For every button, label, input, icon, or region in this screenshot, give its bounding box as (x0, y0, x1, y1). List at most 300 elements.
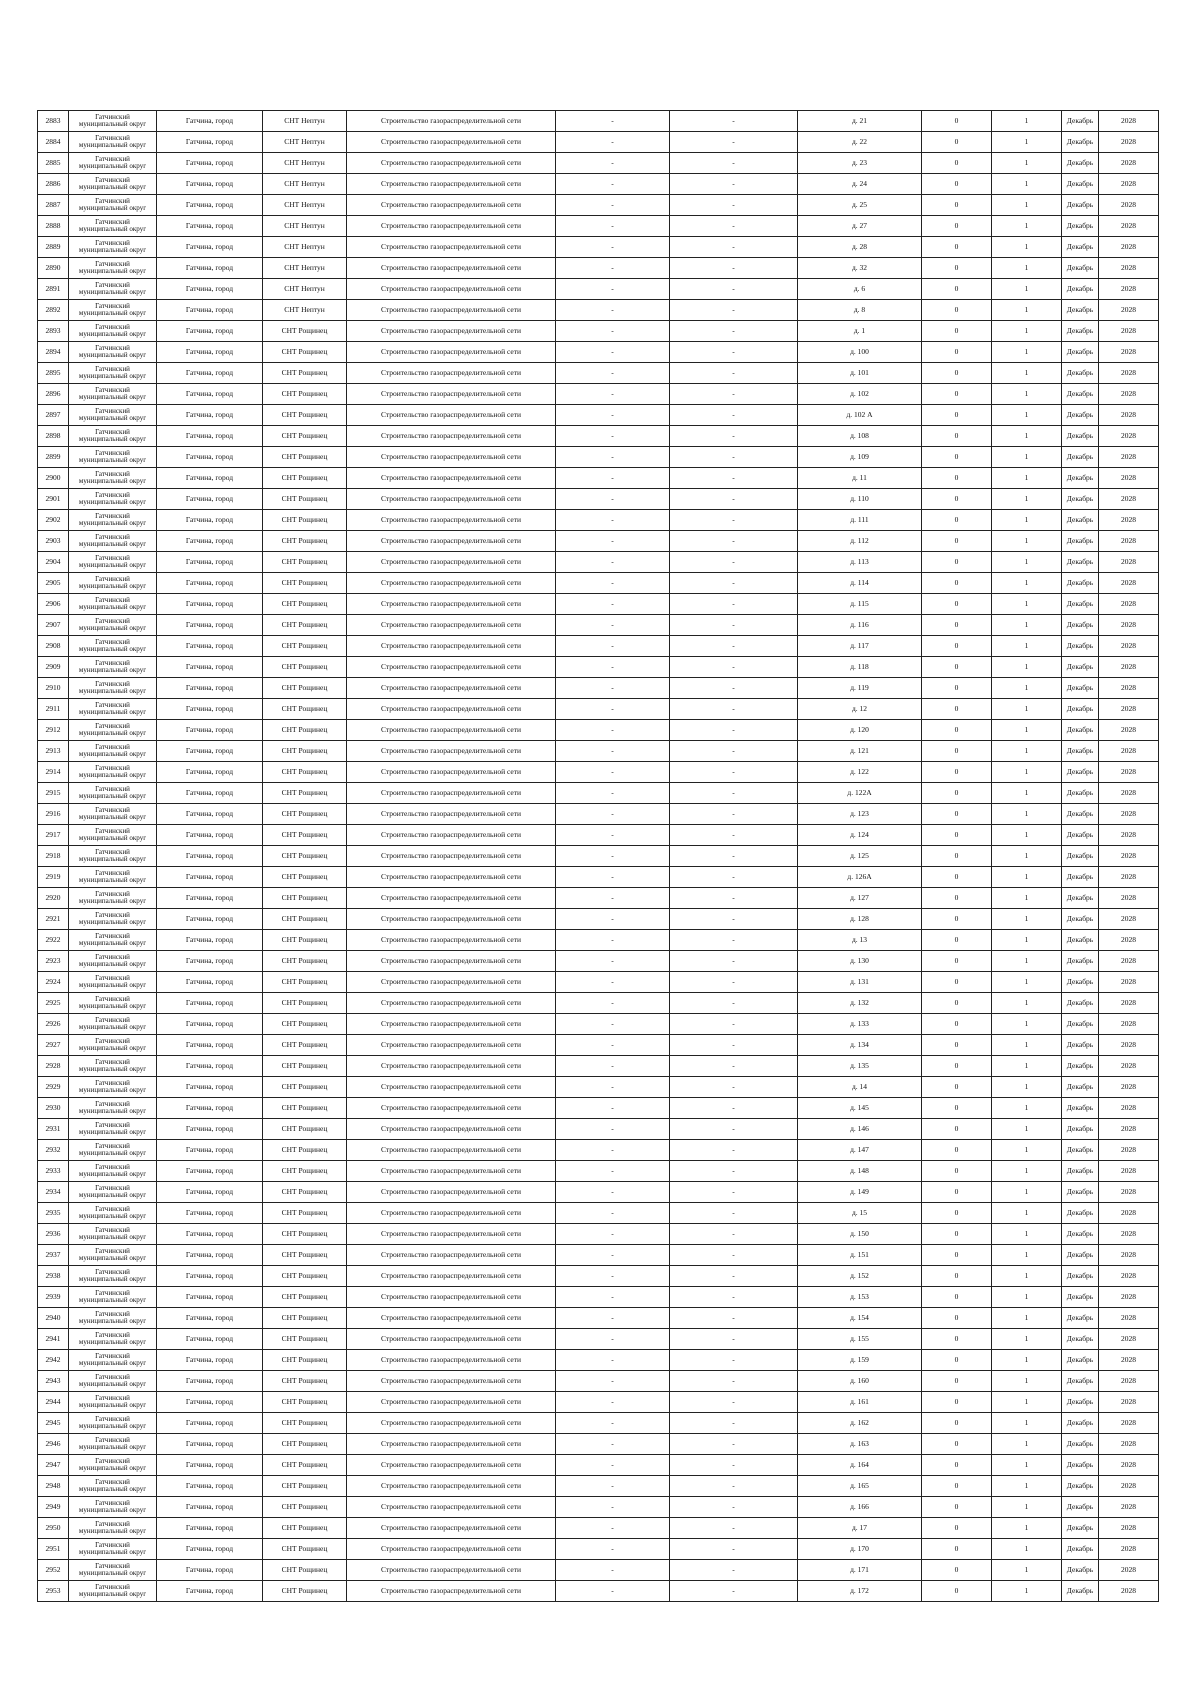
snt-cell: СНТ Рощинец (263, 909, 347, 930)
house-cell: д. 126А (798, 867, 922, 888)
table-row (38, 783, 1159, 804)
empty-cell-a: - (556, 111, 670, 132)
empty-cell-b: - (670, 531, 798, 552)
district-cell (69, 1014, 157, 1035)
month-cell: Декабрь (1062, 1497, 1099, 1518)
district-cell (69, 930, 157, 951)
value-cell-b: 1 (992, 573, 1062, 594)
value-cell-b: 1 (992, 447, 1062, 468)
empty-cell-b: - (670, 1392, 798, 1413)
district-cell (69, 1119, 157, 1140)
value-cell-b: 1 (992, 405, 1062, 426)
table-row (38, 111, 1159, 132)
year-cell: 2028 (1099, 426, 1159, 447)
district-cell (69, 951, 157, 972)
value-cell-a: 0 (922, 930, 992, 951)
snt-cell: СНТ Рощинец (263, 1392, 347, 1413)
year-cell: 2028 (1099, 615, 1159, 636)
house-cell: д. 101 (798, 363, 922, 384)
table-row (38, 258, 1159, 279)
empty-cell-b: - (670, 1476, 798, 1497)
year-cell: 2028 (1099, 216, 1159, 237)
month-cell: Декабрь (1062, 258, 1099, 279)
table-row (38, 1224, 1159, 1245)
empty-cell-a: - (556, 531, 670, 552)
table-row (38, 594, 1159, 615)
work-type-cell: Строительство газораспределительной сети (347, 825, 556, 846)
settlement-cell: Гатчина, город (157, 1371, 263, 1392)
empty-cell-b: - (670, 384, 798, 405)
district-cell (69, 510, 157, 531)
house-cell: д. 145 (798, 1098, 922, 1119)
table-row (38, 825, 1159, 846)
row-number: 2930 (38, 1098, 69, 1119)
district-name: Гатчинский (95, 1225, 130, 1234)
settlement-cell: Гатчина, город (157, 1077, 263, 1098)
value-cell-a: 0 (922, 1140, 992, 1161)
district-name: Гатчинский (95, 868, 130, 877)
row-number: 2908 (38, 636, 69, 657)
district-cell (69, 678, 157, 699)
empty-cell-b: - (670, 951, 798, 972)
table-row (38, 153, 1159, 174)
house-cell: д. 146 (798, 1119, 922, 1140)
year-cell: 2028 (1099, 531, 1159, 552)
empty-cell-a: - (556, 1560, 670, 1581)
settlement-cell: Гатчина, город (157, 636, 263, 657)
district-cell (69, 1371, 157, 1392)
month-cell: Декабрь (1062, 510, 1099, 531)
month-cell: Декабрь (1062, 1539, 1099, 1560)
district-cell (69, 405, 157, 426)
empty-cell-a: - (556, 1329, 670, 1350)
work-type-cell: Строительство газораспределительной сети (347, 720, 556, 741)
row-number: 2938 (38, 1266, 69, 1287)
month-cell: Декабрь (1062, 342, 1099, 363)
value-cell-b: 1 (992, 426, 1062, 447)
empty-cell-b: - (670, 111, 798, 132)
settlement-cell: Гатчина, город (157, 447, 263, 468)
row-number: 2904 (38, 552, 69, 573)
snt-cell: СНТ Рощинец (263, 1539, 347, 1560)
work-type-cell: Строительство газораспределительной сети (347, 1350, 556, 1371)
empty-cell-b: - (670, 426, 798, 447)
value-cell-b: 1 (992, 1371, 1062, 1392)
house-cell: д. 170 (798, 1539, 922, 1560)
table-row (38, 1497, 1159, 1518)
settlement-cell: Гатчина, город (157, 783, 263, 804)
value-cell-b: 1 (992, 1497, 1062, 1518)
row-number: 2947 (38, 1455, 69, 1476)
value-cell-a: 0 (922, 1371, 992, 1392)
district-name: Гатчинский (95, 343, 130, 352)
district-name: Гатчинский (95, 1582, 130, 1591)
district-cell (69, 1476, 157, 1497)
empty-cell-b: - (670, 468, 798, 489)
district-name: Гатчинский (95, 574, 130, 583)
work-type-cell: Строительство газораспределительной сети (347, 1308, 556, 1329)
empty-cell-b: - (670, 930, 798, 951)
house-cell: д. 122 (798, 762, 922, 783)
value-cell-b: 1 (992, 1518, 1062, 1539)
district-type: муниципальный округ (78, 309, 147, 317)
district-name: Гатчинский (95, 1204, 130, 1213)
snt-cell: СНТ Рощинец (263, 1434, 347, 1455)
work-type-cell: Строительство газораспределительной сети (347, 258, 556, 279)
district-name: Гатчинский (95, 1540, 130, 1549)
house-cell: д. 149 (798, 1182, 922, 1203)
house-cell: д. 13 (798, 930, 922, 951)
snt-cell: СНТ Рощинец (263, 1455, 347, 1476)
empty-cell-a: - (556, 909, 670, 930)
district-name: Гатчинский (95, 1330, 130, 1339)
house-cell: д. 21 (798, 111, 922, 132)
snt-cell: СНТ Рощинец (263, 426, 347, 447)
empty-cell-a: - (556, 783, 670, 804)
value-cell-b: 1 (992, 1329, 1062, 1350)
value-cell-a: 0 (922, 363, 992, 384)
empty-cell-a: - (556, 1182, 670, 1203)
row-number: 2937 (38, 1245, 69, 1266)
empty-cell-b: - (670, 342, 798, 363)
year-cell: 2028 (1099, 132, 1159, 153)
settlement-cell: Гатчина, город (157, 363, 263, 384)
work-type-cell: Строительство газораспределительной сети (347, 489, 556, 510)
value-cell-b: 1 (992, 678, 1062, 699)
district-name: Гатчинский (95, 1099, 130, 1108)
empty-cell-a: - (556, 657, 670, 678)
empty-cell-b: - (670, 636, 798, 657)
year-cell: 2028 (1099, 678, 1159, 699)
snt-cell: СНТ Рощинец (263, 531, 347, 552)
district-type: муниципальный округ (78, 288, 147, 296)
table-row (38, 1413, 1159, 1434)
snt-cell: СНТ Рощинец (263, 1581, 347, 1602)
month-cell: Декабрь (1062, 846, 1099, 867)
district-name: Гатчинский (95, 112, 130, 121)
table-row (38, 699, 1159, 720)
work-type-cell: Строительство газораспределительной сети (347, 909, 556, 930)
district-name: Гатчинский (95, 385, 130, 394)
settlement-cell: Гатчина, город (157, 1035, 263, 1056)
value-cell-a: 0 (922, 405, 992, 426)
district-type: муниципальный округ (78, 1569, 147, 1577)
empty-cell-b: - (670, 1245, 798, 1266)
district-type: муниципальный округ (78, 582, 147, 590)
table-row (38, 1098, 1159, 1119)
value-cell-a: 0 (922, 1014, 992, 1035)
value-cell-b: 1 (992, 363, 1062, 384)
snt-cell: СНТ Рощинец (263, 762, 347, 783)
work-type-cell: Строительство газораспределительной сети (347, 447, 556, 468)
district-name: Гатчинский (95, 616, 130, 625)
row-number: 2948 (38, 1476, 69, 1497)
work-type-cell: Строительство газораспределительной сети (347, 1497, 556, 1518)
district-type: муниципальный округ (78, 624, 147, 632)
district-name: Гатчинский (95, 742, 130, 751)
empty-cell-a: - (556, 1581, 670, 1602)
empty-cell-a: - (556, 1161, 670, 1182)
settlement-cell: Гатчина, город (157, 1455, 263, 1476)
value-cell-a: 0 (922, 153, 992, 174)
empty-cell-b: - (670, 552, 798, 573)
snt-cell: СНТ Рощинец (263, 1497, 347, 1518)
month-cell: Декабрь (1062, 909, 1099, 930)
empty-cell-a: - (556, 825, 670, 846)
month-cell: Декабрь (1062, 279, 1099, 300)
snt-cell: СНТ Рощинец (263, 1350, 347, 1371)
empty-cell-a: - (556, 1140, 670, 1161)
value-cell-b: 1 (992, 1035, 1062, 1056)
settlement-cell: Гатчина, город (157, 384, 263, 405)
snt-cell: СНТ Рощинец (263, 888, 347, 909)
work-type-cell: Строительство газораспределительной сети (347, 426, 556, 447)
year-cell: 2028 (1099, 1392, 1159, 1413)
snt-cell: СНТ Рощинец (263, 1245, 347, 1266)
work-type-cell: Строительство газораспределительной сети (347, 111, 556, 132)
table-row (38, 1560, 1159, 1581)
year-cell: 2028 (1099, 342, 1159, 363)
work-type-cell: Строительство газораспределительной сети (347, 342, 556, 363)
empty-cell-a: - (556, 1224, 670, 1245)
value-cell-a: 0 (922, 321, 992, 342)
snt-cell: СНТ Рощинец (263, 363, 347, 384)
empty-cell-a: - (556, 132, 670, 153)
house-cell: д. 124 (798, 825, 922, 846)
house-cell: д. 153 (798, 1287, 922, 1308)
row-number: 2942 (38, 1350, 69, 1371)
empty-cell-b: - (670, 594, 798, 615)
settlement-cell: Гатчина, город (157, 1014, 263, 1035)
row-number: 2924 (38, 972, 69, 993)
settlement-cell: Гатчина, город (157, 1413, 263, 1434)
empty-cell-b: - (670, 1182, 798, 1203)
district-cell (69, 321, 157, 342)
month-cell: Декабрь (1062, 237, 1099, 258)
district-type: муниципальный округ (78, 1233, 147, 1241)
district-name: Гатчинский (95, 364, 130, 373)
value-cell-b: 1 (992, 384, 1062, 405)
district-type: муниципальный округ (78, 1065, 147, 1073)
year-cell: 2028 (1099, 489, 1159, 510)
row-number: 2897 (38, 405, 69, 426)
year-cell: 2028 (1099, 405, 1159, 426)
snt-cell: СНТ Рощинец (263, 657, 347, 678)
district-name: Гатчинский (95, 1561, 130, 1570)
district-name: Гатчинский (95, 1162, 130, 1171)
year-cell: 2028 (1099, 909, 1159, 930)
value-cell-a: 0 (922, 1056, 992, 1077)
work-type-cell: Строительство газораспределительной сети (347, 930, 556, 951)
empty-cell-a: - (556, 972, 670, 993)
settlement-cell: Гатчина, город (157, 426, 263, 447)
empty-cell-a: - (556, 930, 670, 951)
year-cell: 2028 (1099, 1056, 1159, 1077)
value-cell-b: 1 (992, 258, 1062, 279)
year-cell: 2028 (1099, 1539, 1159, 1560)
empty-cell-a: - (556, 1350, 670, 1371)
settlement-cell: Гатчина, город (157, 342, 263, 363)
empty-cell-a: - (556, 1455, 670, 1476)
row-number: 2922 (38, 930, 69, 951)
work-type-cell: Строительство газораспределительной сети (347, 1455, 556, 1476)
value-cell-a: 0 (922, 762, 992, 783)
empty-cell-a: - (556, 1245, 670, 1266)
table-row (38, 489, 1159, 510)
row-number: 2919 (38, 867, 69, 888)
snt-cell: СНТ Рощинец (263, 1077, 347, 1098)
value-cell-a: 0 (922, 867, 992, 888)
month-cell: Декабрь (1062, 783, 1099, 804)
table-row (38, 195, 1159, 216)
table-row (38, 1476, 1159, 1497)
work-type-cell: Строительство газораспределительной сети (347, 1119, 556, 1140)
district-type: муниципальный округ (78, 1212, 147, 1220)
snt-cell: СНТ Рощинец (263, 699, 347, 720)
empty-cell-a: - (556, 1287, 670, 1308)
table-row (38, 678, 1159, 699)
work-type-cell: Строительство газораспределительной сети (347, 678, 556, 699)
district-cell (69, 783, 157, 804)
house-cell: д. 125 (798, 846, 922, 867)
snt-cell: СНТ Рощинец (263, 573, 347, 594)
row-number: 2936 (38, 1224, 69, 1245)
value-cell-a: 0 (922, 1098, 992, 1119)
district-name: Гатчинский (95, 1267, 130, 1276)
district-cell (69, 1245, 157, 1266)
empty-cell-b: - (670, 1560, 798, 1581)
house-cell: д. 117 (798, 636, 922, 657)
work-type-cell: Строительство газораспределительной сети (347, 1140, 556, 1161)
empty-cell-a: - (556, 636, 670, 657)
value-cell-a: 0 (922, 1266, 992, 1287)
work-type-cell: Строительство газораспределительной сети (347, 1329, 556, 1350)
table-row (38, 846, 1159, 867)
house-cell: д. 127 (798, 888, 922, 909)
district-name: Гатчинский (95, 700, 130, 709)
work-type-cell: Строительство газораспределительной сети (347, 1203, 556, 1224)
district-cell (69, 1098, 157, 1119)
year-cell: 2028 (1099, 321, 1159, 342)
district-type: муниципальный округ (78, 960, 147, 968)
district-name: Гатчинский (95, 1183, 130, 1192)
value-cell-a: 0 (922, 1203, 992, 1224)
district-cell (69, 1077, 157, 1098)
month-cell: Декабрь (1062, 804, 1099, 825)
empty-cell-b: - (670, 783, 798, 804)
row-number: 2909 (38, 657, 69, 678)
settlement-cell: Гатчина, город (157, 510, 263, 531)
work-type-cell: Строительство газораспределительной сети (347, 153, 556, 174)
value-cell-b: 1 (992, 531, 1062, 552)
table-row (38, 510, 1159, 531)
empty-cell-a: - (556, 1476, 670, 1497)
work-type-cell: Строительство газораспределительной сети (347, 972, 556, 993)
month-cell: Декабрь (1062, 384, 1099, 405)
district-type: муниципальный округ (78, 1464, 147, 1472)
district-name: Гатчинский (95, 259, 130, 268)
empty-cell-b: - (670, 510, 798, 531)
settlement-cell: Гатчина, город (157, 1329, 263, 1350)
house-cell: д. 150 (798, 1224, 922, 1245)
house-cell: д. 8 (798, 300, 922, 321)
month-cell: Декабрь (1062, 1077, 1099, 1098)
work-type-cell: Строительство газораспределительной сети (347, 1056, 556, 1077)
settlement-cell: Гатчина, город (157, 216, 263, 237)
work-type-cell: Строительство газораспределительной сети (347, 615, 556, 636)
empty-cell-b: - (670, 195, 798, 216)
row-number: 2906 (38, 594, 69, 615)
month-cell: Декабрь (1062, 720, 1099, 741)
value-cell-a: 0 (922, 804, 992, 825)
row-number: 2907 (38, 615, 69, 636)
year-cell: 2028 (1099, 552, 1159, 573)
value-cell-b: 1 (992, 699, 1062, 720)
value-cell-a: 0 (922, 993, 992, 1014)
month-cell: Декабрь (1062, 1266, 1099, 1287)
row-number: 2886 (38, 174, 69, 195)
snt-cell: СНТ Рощинец (263, 1140, 347, 1161)
value-cell-a: 0 (922, 195, 992, 216)
house-cell: д. 171 (798, 1560, 922, 1581)
house-cell: д. 27 (798, 216, 922, 237)
value-cell-a: 0 (922, 1518, 992, 1539)
empty-cell-b: - (670, 1539, 798, 1560)
value-cell-a: 0 (922, 174, 992, 195)
value-cell-b: 1 (992, 1140, 1062, 1161)
work-type-cell: Строительство газораспределительной сети (347, 237, 556, 258)
month-cell: Декабрь (1062, 300, 1099, 321)
settlement-cell: Гатчина, город (157, 1560, 263, 1581)
settlement-cell: Гатчина, город (157, 1350, 263, 1371)
row-number: 2912 (38, 720, 69, 741)
year-cell: 2028 (1099, 1203, 1159, 1224)
house-cell: д. 166 (798, 1497, 922, 1518)
year-cell: 2028 (1099, 867, 1159, 888)
empty-cell-a: - (556, 447, 670, 468)
row-number: 2932 (38, 1140, 69, 1161)
empty-cell-b: - (670, 1434, 798, 1455)
year-cell: 2028 (1099, 1371, 1159, 1392)
empty-cell-a: - (556, 405, 670, 426)
work-type-cell: Строительство газораспределительной сети (347, 1224, 556, 1245)
year-cell: 2028 (1099, 594, 1159, 615)
district-cell (69, 1434, 157, 1455)
district-cell (69, 447, 157, 468)
district-cell (69, 1560, 157, 1581)
table-row (38, 1203, 1159, 1224)
work-type-cell: Строительство газораспределительной сети (347, 783, 556, 804)
house-cell: д. 25 (798, 195, 922, 216)
table-row (38, 1161, 1159, 1182)
year-cell: 2028 (1099, 363, 1159, 384)
row-number: 2910 (38, 678, 69, 699)
house-cell: д. 151 (798, 1245, 922, 1266)
snt-cell: СНТ Нептун (263, 258, 347, 279)
district-cell (69, 867, 157, 888)
table-row (38, 1035, 1159, 1056)
value-cell-b: 1 (992, 237, 1062, 258)
value-cell-a: 0 (922, 741, 992, 762)
row-number: 2925 (38, 993, 69, 1014)
value-cell-a: 0 (922, 825, 992, 846)
table-row (38, 552, 1159, 573)
month-cell: Декабрь (1062, 489, 1099, 510)
district-name: Гатчинский (95, 217, 130, 226)
district-type: муниципальный округ (78, 477, 147, 485)
value-cell-a: 0 (922, 699, 992, 720)
settlement-cell: Гатчина, город (157, 1224, 263, 1245)
